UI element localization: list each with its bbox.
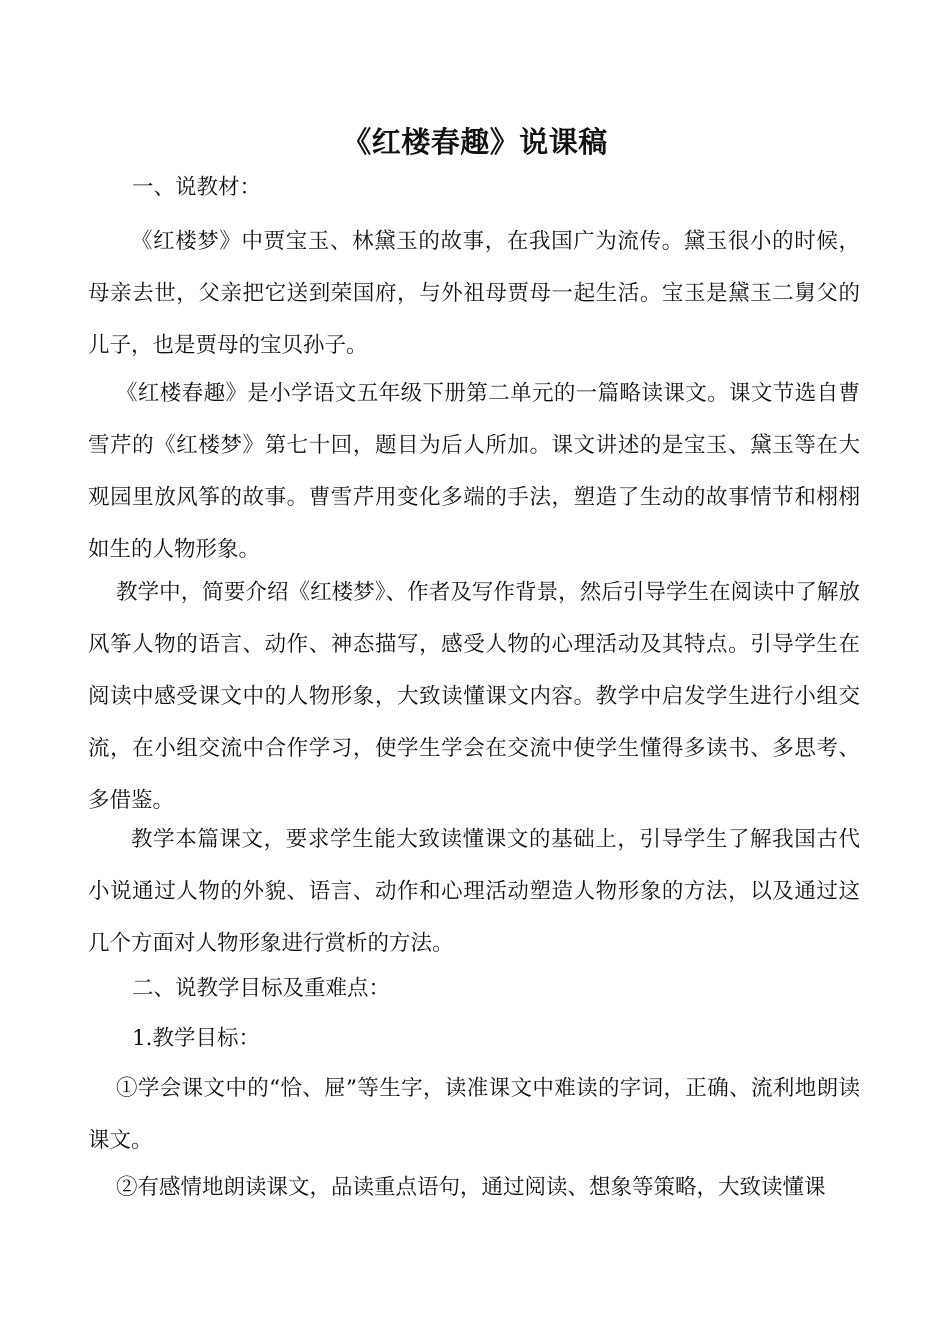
section-heading-objectives: 二、说教学目标及重难点：	[132, 976, 391, 1001]
paragraph-teaching-requirements: 教学本篇课文，要求学生能大致读懂课文的基础上，引导学生了解我国古代小说通过人物的外貌、语言、动作和心理活动塑造人物形象的方法，以及通过这几个方面对人物形象进行赏析的方法。	[88, 827, 860, 956]
paragraph-teaching-approach: 教学中，简要介绍《红楼梦》、作者及写作背景，然后引导学生在阅读中了解放风筝人物的语言、动作、神态描写，感受人物的心理活动及其特点。引导学生在阅读中感受课文中的人物形象，大致读懂课文内容。教学中启发学生进行小组交流，在小组交流中合作学习，使学生学会在交流中使学生懂得多读书、多思考、多借鉴。	[88, 580, 860, 813]
document-title: 《红楼春趣》说课稿	[342, 125, 608, 159]
paragraph-story-intro: 《红楼梦》中贾宝玉、林黛玉的故事，在我国广为流传。黛玉很小的时候，母亲去世，父亲把它送到荣国府，与外祖母贾母一起生活。宝玉是黛玉二舅父的儿子，也是贾母的宝贝孙子。	[88, 229, 860, 358]
subheading-teaching-goals: 1.教学目标：	[132, 1026, 261, 1051]
paragraph-lesson-source: 《红楼春趣》是小学语文五年级下册第二单元的一篇略读课文。课文节选自曹雪芹的《红楼梦》第七十回，题目为后人所加。课文讲述的是宝玉、黛玉等在大观园里放风筝的故事。曹雪芹用变化多端的手法，塑造了生动的故事情节和栩栩如生的人物形象。	[88, 381, 860, 562]
section-heading-textbook: 一、说教材：	[132, 175, 262, 200]
goal-item-2: ②有感情地朗读课文，品读重点语句，通过阅读、想象等策略，大致读懂课	[116, 1175, 826, 1200]
goal-item-1: ①学会课文中的“恰、屉”等生字，读准课文中难读的字词，正确、流利地朗读课文。	[88, 1076, 860, 1153]
